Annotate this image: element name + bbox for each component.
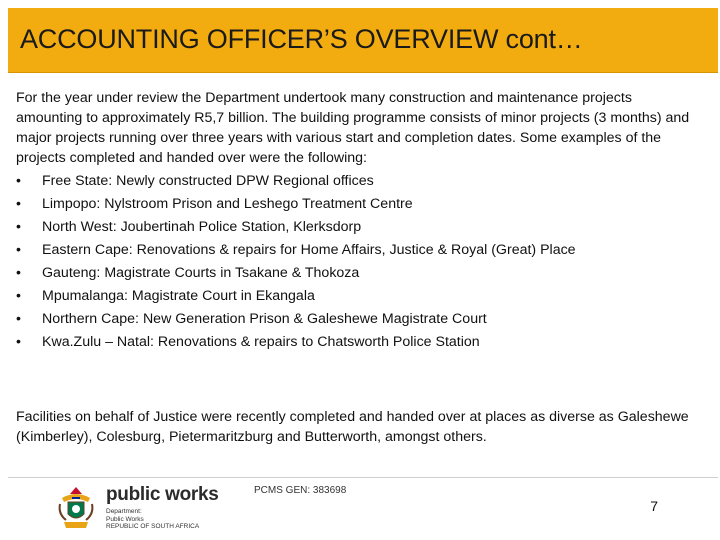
list-item-text: Free State: Newly constructed DPW Regional offices [42, 173, 374, 189]
outro-paragraph: Facilities on behalf of Justice were recently completed and handed over at places as diverse as Galeshewe (Kimberley), Colesburg, Pietermaritzburg and Butterworth, amongst others. [16, 409, 689, 446]
bullet-icon: • [16, 334, 21, 350]
list-item [16, 239, 696, 262]
bullet-icon: • [16, 219, 21, 235]
bullet-icon: • [16, 242, 21, 258]
bullet-icon: • [16, 265, 21, 281]
list-item [16, 331, 696, 354]
list-item [16, 308, 696, 331]
coat-of-arms-icon [52, 484, 100, 532]
bullet-icon: • [16, 288, 21, 304]
list-item [16, 170, 696, 193]
list-item-text: Eastern Cape: Renovations & repairs for Home Affairs, Justice & Royal (Great) Place [42, 242, 576, 258]
list-item-text: Gauteng: Magistrate Courts in Tsakane & Thokoza [42, 265, 360, 281]
slide-title: ACCOUNTING OFFICER’S OVERVIEW cont… [20, 24, 583, 54]
list-item-text: Kwa.Zulu – Natal: Renovations & repairs to Chatsworth Police Station [42, 334, 480, 350]
list-item-text: Mpumalanga: Magistrate Court in Ekangala [42, 288, 315, 304]
list-item [16, 262, 696, 285]
list-item-text: Limpopo: Nylstroom Prison and Leshego Treatment Centre [42, 196, 413, 212]
list-item [16, 216, 696, 239]
title-bar [8, 8, 718, 73]
list-item [16, 285, 696, 308]
logo-sub-line: Public Works [106, 515, 144, 523]
logo-subtitle [106, 508, 219, 531]
footer [8, 477, 718, 536]
logo-sub-line: REPUBLIC OF SOUTH AFRICA [106, 523, 200, 530]
list-item-text: Northern Cape: New Generation Prison & Galeshewe Magistrate Court [42, 311, 487, 327]
body-content [16, 88, 696, 354]
list-item [16, 193, 696, 216]
project-list [16, 170, 696, 354]
bullet-icon: • [16, 311, 21, 327]
bullet-icon: • [16, 173, 21, 189]
logo-sub-line: Department: [106, 508, 142, 515]
intro-paragraph: For the year under review the Department undertook many construction and maintenance projects amounting to approximately R5,7 billion. The building programme consists of minor projects (3 months) and major projects running over three years with various start and completion dates. Some examples of the projects completed and handed over were the following: [16, 90, 690, 166]
logo [106, 484, 219, 531]
page-number: 7 [650, 498, 658, 514]
bullet-icon: • [16, 196, 21, 212]
pcms-reference: PCMS GEN: 383698 [254, 485, 347, 496]
logo-name: public works [106, 484, 219, 505]
list-item-text: North West: Joubertinah Police Station, Klerksdorp [42, 219, 362, 235]
